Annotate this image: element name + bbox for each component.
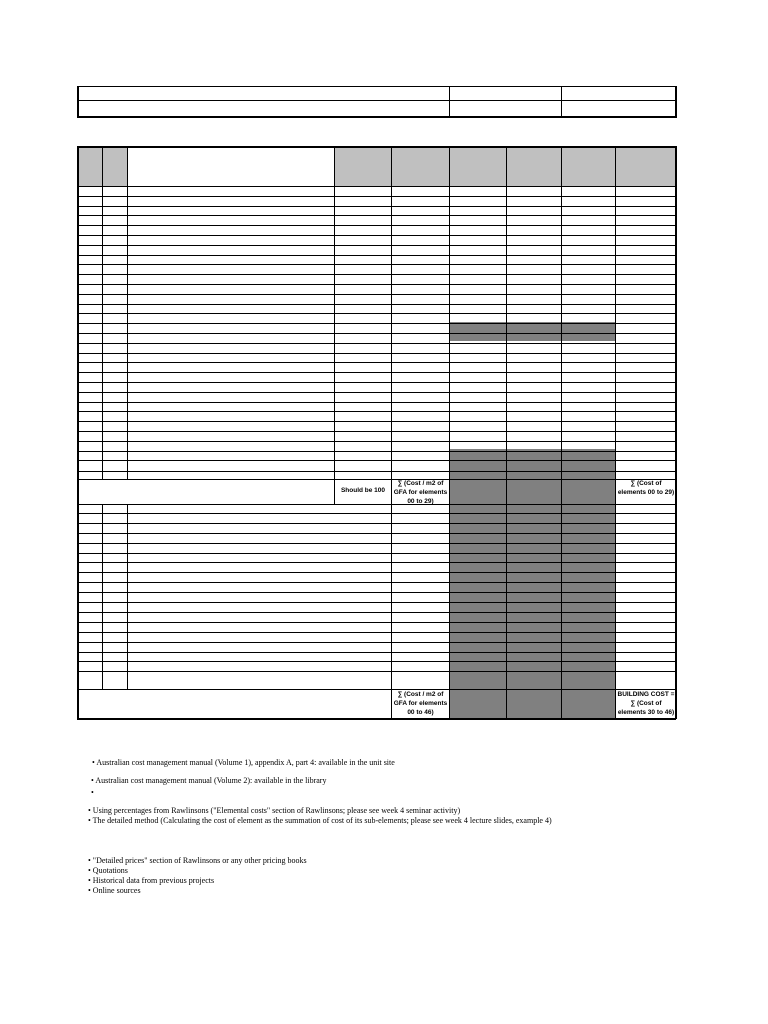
grid-line	[77, 572, 676, 573]
grid-line	[449, 86, 450, 117]
grid-line	[561, 146, 562, 479]
grid-line	[615, 479, 616, 504]
grid-line	[77, 382, 676, 383]
grid-line	[77, 504, 676, 505]
grid-line	[127, 504, 128, 689]
grid-line	[506, 146, 507, 479]
grid-line	[77, 553, 676, 554]
header-cell-bg	[449, 146, 506, 186]
grid-line	[77, 255, 676, 256]
grid-line	[77, 264, 676, 265]
grid-line	[391, 504, 392, 718]
grid-line	[77, 206, 676, 207]
grid-line	[391, 146, 392, 479]
grid-line	[77, 533, 676, 534]
subtotal-cost-formula: ∑ (Cost of elements 00 to 29)	[617, 480, 675, 496]
grid-line	[102, 504, 103, 689]
grid-line	[77, 284, 676, 285]
note-line: • Using percentages from Rawlinsons ("Elemental costs" section of Rawlinsons; please see week 4 seminar activity)	[88, 806, 461, 815]
grid-line	[675, 86, 677, 118]
grid-line	[77, 362, 676, 363]
grid-line	[77, 479, 676, 480]
total-m2-formula: ∑ (Cost / m2 of GFA for elements 00 to 46)	[393, 691, 448, 716]
grid-line	[77, 471, 676, 472]
grid-line	[561, 479, 562, 504]
grid-line	[615, 146, 616, 479]
grid-line	[127, 146, 128, 479]
grid-line	[77, 612, 676, 613]
note-line: • "Detailed prices" section of Rawlinsons or any other pricing books	[88, 856, 307, 865]
header-cell-bg	[391, 146, 449, 186]
grid-line	[77, 592, 676, 593]
grid-line	[77, 274, 676, 275]
grid-line	[102, 146, 103, 479]
grid-line	[77, 196, 676, 197]
note-line: • Australian cost management manual (Volume 1), appendix A, part 4: available in the unit site	[92, 758, 395, 767]
grid-line	[77, 245, 676, 246]
grid-line	[506, 479, 507, 504]
grid-line	[334, 146, 335, 479]
grid-line	[77, 421, 676, 422]
grid-line	[77, 323, 676, 324]
grid-line	[77, 86, 79, 118]
should-be-100-label: Should be 100	[340, 487, 386, 494]
note-line: • Historical data from previous projects	[88, 876, 215, 885]
grid-line	[77, 215, 676, 216]
note-line: • The detailed method (Calculating the cost of element as the summation of cost of its sub-elements; please see week 4 lecture slides, example 4)	[88, 816, 552, 825]
grid-line	[561, 504, 562, 718]
grid-line	[77, 562, 676, 563]
header-cell-bg	[506, 146, 561, 186]
grid-line	[77, 602, 676, 603]
grid-line	[77, 451, 676, 452]
grid-line	[334, 479, 335, 504]
grid-line	[77, 632, 676, 633]
shaded-block	[449, 322, 615, 341]
grid-line	[615, 504, 616, 718]
grid-line	[77, 333, 676, 334]
header-cell-bg	[615, 146, 676, 186]
grid-line	[77, 460, 676, 461]
grid-line	[77, 441, 676, 442]
grid-line	[77, 343, 676, 344]
grid-line	[77, 523, 676, 524]
grid-line	[391, 479, 392, 504]
grid-line	[77, 86, 676, 87]
grid-line	[675, 146, 677, 719]
grid-line	[77, 543, 676, 544]
grid-line	[77, 186, 676, 187]
grid-line	[77, 225, 676, 226]
note-line: • Quotations	[88, 866, 128, 875]
grid-line	[77, 689, 676, 690]
grid-line	[449, 146, 450, 479]
note-line: • Australian cost management manual (Volume 2): available in the library	[91, 776, 327, 785]
grid-line	[77, 392, 676, 393]
grid-line	[77, 671, 676, 672]
grid-line	[77, 642, 676, 643]
grid-line	[77, 100, 676, 101]
grid-line	[77, 116, 676, 118]
grid-line	[77, 235, 676, 236]
shaded-block	[449, 449, 615, 718]
grid-line	[77, 146, 676, 148]
grid-line	[77, 622, 676, 623]
grid-line	[77, 353, 676, 354]
grid-line	[77, 294, 676, 295]
grid-line	[77, 402, 676, 403]
grid-line	[77, 513, 676, 514]
grid-line	[506, 504, 507, 718]
header-cell-bg	[561, 146, 615, 186]
grid-line	[77, 582, 676, 583]
note-line: • Online sources	[88, 886, 141, 895]
grid-line	[77, 372, 676, 373]
grid-line	[449, 479, 450, 504]
grid-line	[77, 431, 676, 432]
grid-line	[449, 504, 450, 718]
grid-line	[77, 652, 676, 653]
header-cell-bg	[334, 146, 391, 186]
subtotal-m2-formula: ∑ (Cost / m2 of GFA for elements 00 to 29)	[393, 480, 448, 505]
building-cost-formula: BUILDING COST = ∑ (Cost of elements 30 to 46)	[617, 691, 675, 716]
grid-line	[77, 304, 676, 305]
grid-line	[77, 411, 676, 412]
grid-line	[77, 146, 79, 719]
grid-line	[561, 86, 562, 117]
grid-line	[77, 718, 676, 720]
grid-line	[77, 313, 676, 314]
note-line: •	[91, 788, 94, 797]
grid-line	[77, 661, 676, 662]
